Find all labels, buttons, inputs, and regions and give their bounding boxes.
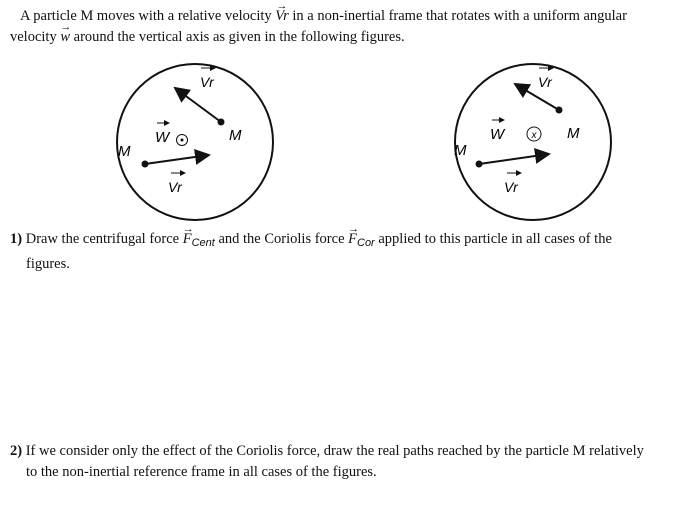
question-2-continuation: to the non-inertial reference frame in all cases of the figures.	[26, 464, 377, 480]
figure-right	[443, 62, 623, 222]
question-2-text-a: If we consider only the effect of the Coriolis force, draw the real paths reached by the particle M relatively	[22, 443, 644, 459]
vr-label-bottom: Vr	[168, 179, 182, 195]
cross-symbol: x	[531, 130, 537, 141]
frame-circle	[117, 64, 273, 220]
velocity-arrow-top	[515, 84, 559, 110]
cor-subscript: Cor	[357, 237, 375, 249]
intro-paragraph	[10, 6, 692, 48]
velocity-arrow-bottom	[479, 154, 549, 164]
f-cor-symbol: → F	[348, 229, 357, 250]
question-2	[10, 441, 692, 483]
velocity-arrow-bottom	[145, 155, 209, 164]
figure-left	[105, 62, 285, 222]
question-1-text-a: Draw the centrifugal force	[22, 231, 183, 247]
particle-dot-right	[556, 107, 563, 114]
intro-line2-b: around the vertical axis as given in the following figures.	[70, 29, 405, 45]
f-cent-symbol: → F	[183, 229, 192, 250]
vr-label-bottom: Vr	[504, 179, 518, 195]
m-label-left: M	[454, 142, 467, 159]
particle-dot-right	[218, 119, 225, 126]
particle-dot-left	[142, 161, 149, 168]
omega-vector-symbol: → w	[60, 27, 70, 48]
omega-label: W	[155, 129, 170, 146]
vr-label-top: Vr	[200, 74, 214, 90]
intro-line1-a: A particle M moves with a relative velocity	[20, 8, 276, 24]
m-label-right: M	[229, 127, 242, 144]
vr-vector-symbol: → Vr	[275, 6, 288, 27]
particle-dot-left	[476, 161, 483, 168]
intro-line2-a: velocity	[10, 29, 61, 45]
figures-row	[0, 62, 700, 222]
omega-dot-icon	[181, 139, 184, 142]
intro-line1-b: in a non-inertial frame that rotates with a uniform angular	[288, 8, 627, 24]
cent-subscript: Cent	[191, 237, 215, 249]
question-2-number: 2)	[10, 443, 23, 459]
vr-label-top: Vr	[538, 74, 552, 90]
question-1-continuation: figures.	[26, 256, 70, 272]
question-1-text-c: applied to this particle in all cases of the	[374, 231, 612, 247]
frame-circle	[455, 64, 611, 220]
m-label-right: M	[567, 125, 580, 142]
question-1-number: 1)	[10, 231, 23, 247]
m-label-left: M	[118, 143, 131, 160]
velocity-arrow-top	[175, 88, 221, 122]
question-1-text-b: and the Coriolis force	[214, 231, 349, 247]
question-1	[10, 229, 692, 275]
omega-label: W	[490, 126, 505, 143]
